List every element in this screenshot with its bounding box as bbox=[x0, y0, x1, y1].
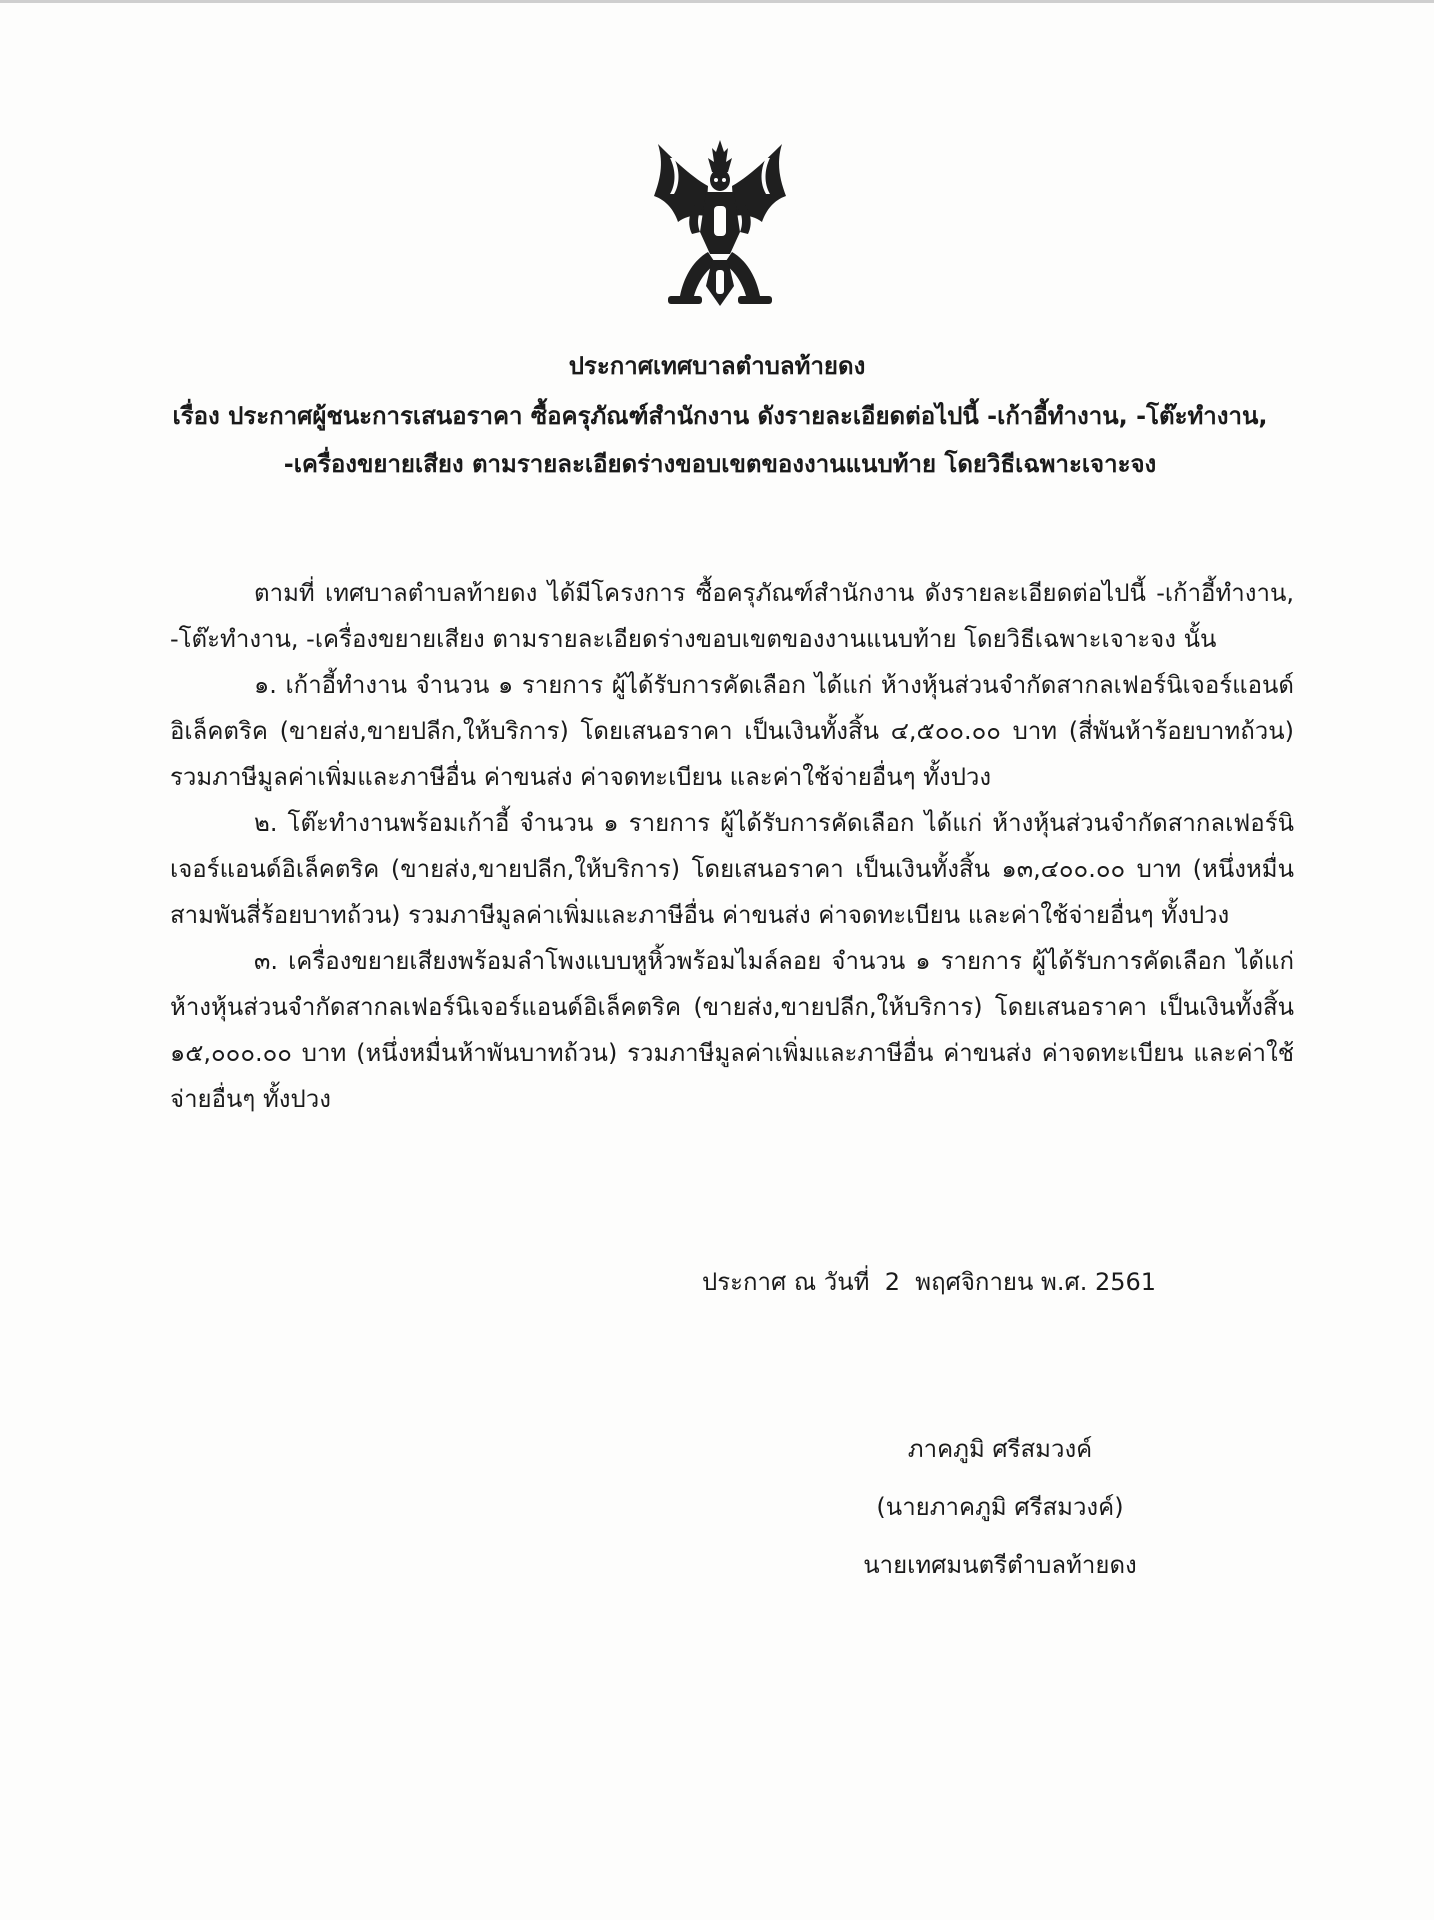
announcement-subject: เรื่อง ประกาศผู้ชนะการเสนอราคา ซื้อครุภัณฑ์สำนักงาน ดังรายละเอียดต่อไปนี้ -เก้าอี้ทำงาน, -โต๊ะทำงาน, -เครื่องขยายเสียง ตามรายละเอียดร่างขอบเขตของงานแนบท้าย โดยวิธีเฉพาะเจาะจง bbox=[172, 402, 1268, 478]
announcement-title: ประกาศเทศบาลตำบลท้ายดง bbox=[568, 352, 866, 380]
award-item-1: ๑. เก้าอี้ทำงาน จำนวน ๑ รายการ ผู้ได้รับการคัดเลือก ได้แก่ ห้างหุ้นส่วนจำกัดสากลเฟอร์นิเจอร์แอนด์อิเล็คตริค (ขายส่ง,ขายปลีก,ให้บริการ) โดยเสนอราคา เป็นเงินทั้งสิ้น ๔,๕๐๐.๐๐ บาท (สี่พันห้าร้อยบาทถ้วน) รวมภาษีมูลค่าเพิ่มและภาษีอื่น ค่าขนส่ง ค่าจดทะเบียน และค่าใช้จ่ายอื่นๆ ทั้งปวง bbox=[170, 671, 1294, 791]
signature-block bbox=[820, 1420, 1180, 1594]
signed-name: ภาคภูมิ ศรีสมวงค์ bbox=[907, 1435, 1093, 1463]
printed-name: (นายภาคภูมิ ศรีสมวงค์) bbox=[876, 1493, 1124, 1521]
intro-paragraph: ตามที่ เทศบาลตำบลท้ายดง ได้มีโครงการ ซื้อครุภัณฑ์สำนักงาน ดังรายละเอียดต่อไปนี้ -เก้าอี้ทำงาน, -โต๊ะทำงาน, -เครื่องขยายเสียง ตามรายละเอียดร่างขอบเขตของงานแนบท้าย โดยวิธีเฉพาะเจาะจง นั้น bbox=[170, 579, 1294, 653]
signer-position: นายเทศมนตรีตำบลท้ายดง bbox=[863, 1551, 1137, 1579]
award-item-2: ๒. โต๊ะทำงานพร้อมเก้าอี้ จำนวน ๑ รายการ ผู้ได้รับการคัดเลือก ได้แก่ ห้างหุ้นส่วนจำกัดสากลเฟอร์นิเจอร์แอนด์อิเล็คตริค (ขายส่ง,ขายปลีก,ให้บริการ) โดยเสนอราคา เป็นเงินทั้งสิ้น ๑๓,๔๐๐.๐๐ บาท (หนึ่งหมื่นสามพันสี่ร้อยบาทถ้วน) รวมภาษีมูลค่าเพิ่มและภาษีอื่น ค่าขนส่ง ค่าจดทะเบียน และค่าใช้จ่ายอื่นๆ ทั้งปวง bbox=[170, 809, 1294, 929]
garuda-emblem-icon bbox=[650, 136, 790, 316]
page-edge bbox=[0, 0, 1434, 3]
announcement-body bbox=[170, 570, 1294, 1122]
announcement-date: ประกาศ ณ วันที่ 2 พฤศจิกายน พ.ศ. 2561 bbox=[702, 1268, 1157, 1296]
award-item-3: ๓. เครื่องขยายเสียงพร้อมลำโพงแบบหูหิ้วพร้อมไมล์ลอย จำนวน ๑ รายการ ผู้ได้รับการคัดเลือก ได้แก่ ห้างหุ้นส่วนจำกัดสากลเฟอร์นิเจอร์แอนด์อิเล็คตริค (ขายส่ง,ขายปลีก,ให้บริการ) โดยเสนอราคา เป็นเงินทั้งสิ้น ๑๕,๐๐๐.๐๐ บาท (หนึ่งหมื่นห้าพันบาทถ้วน) รวมภาษีมูลค่าเพิ่มและภาษีอื่น ค่าขนส่ง ค่าจดทะเบียน และค่าใช้จ่ายอื่นๆ ทั้งปวง bbox=[170, 947, 1294, 1113]
